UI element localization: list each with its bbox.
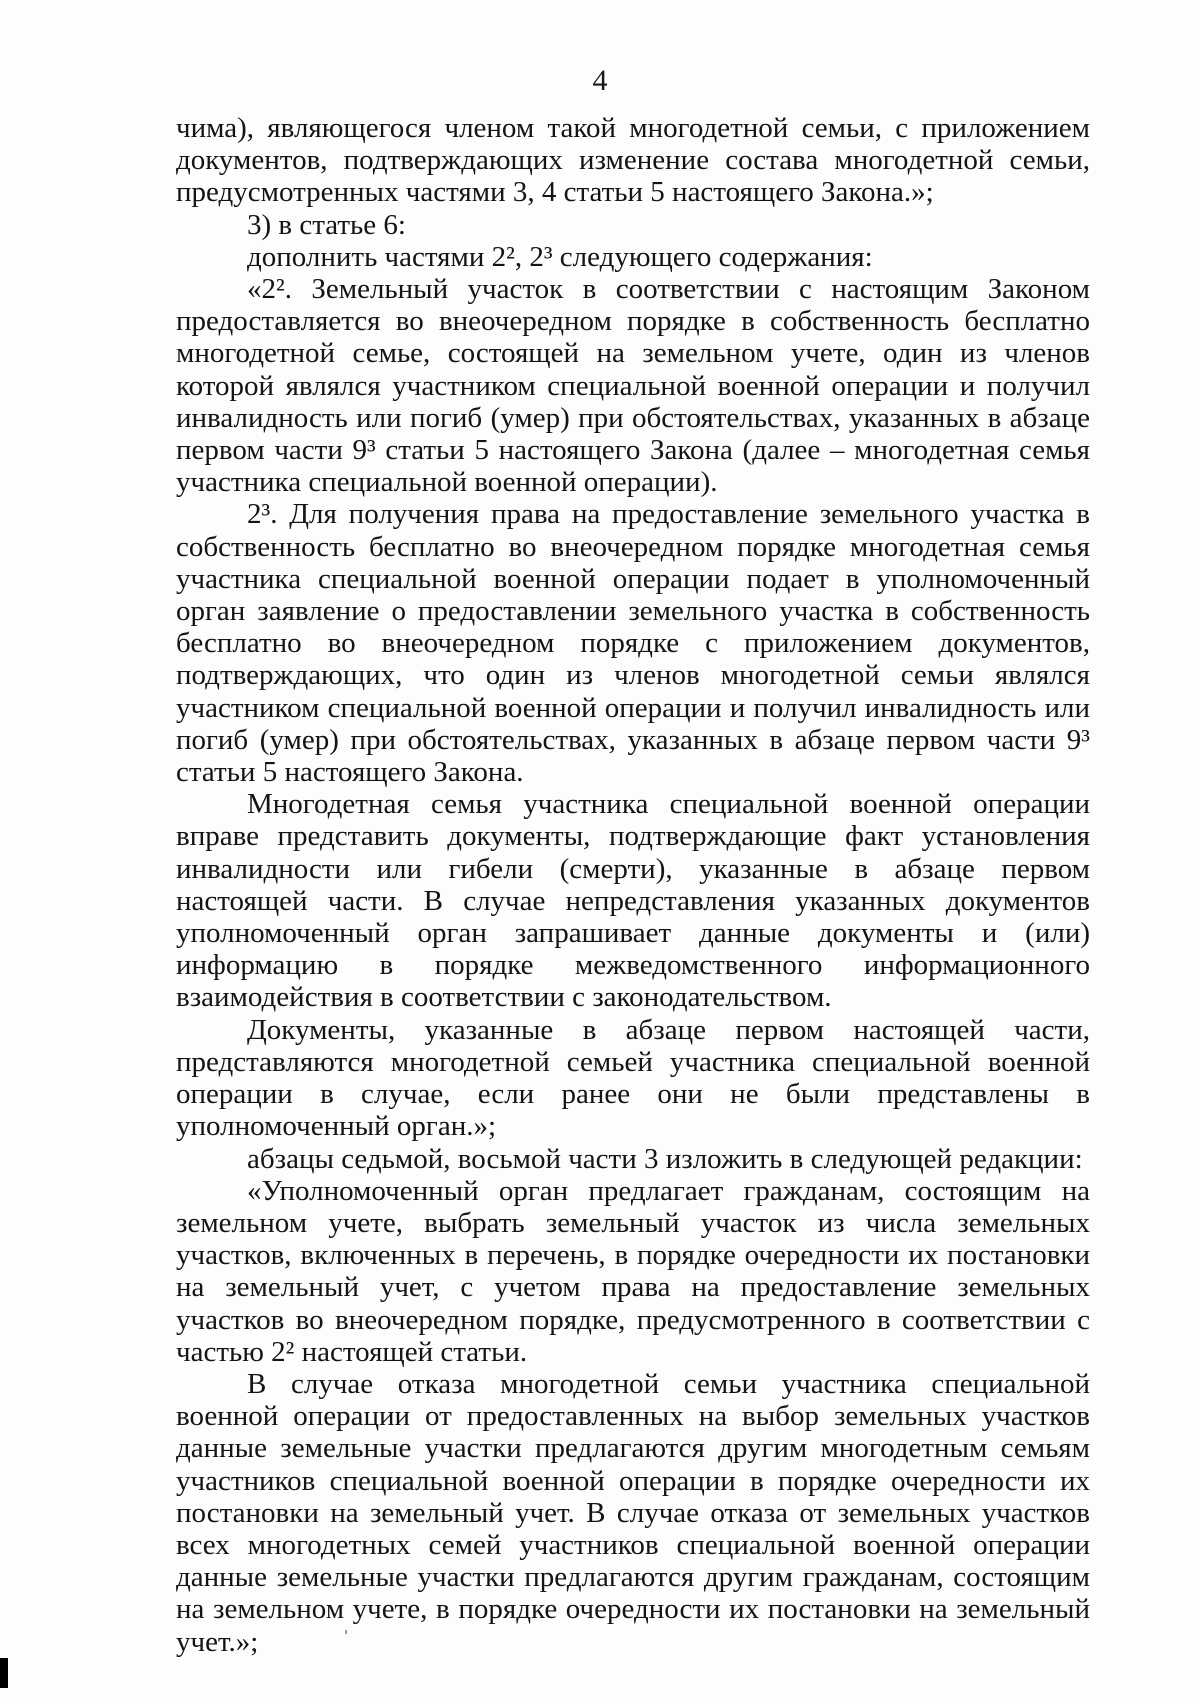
paragraph-6: Многодетная семья участника специальной военной операции вправе представить документы, подтверждающие факт установления инвалидности или гибели (смерти), указанные в абзаце первом настоящей части. В случае непредставления указанных документов уполномоченный орган запрашивает данные документы и (или) информацию в порядке межведомственного информационного взаимодействия в соответствии с законодательством. (176, 788, 1090, 1014)
paragraph-8: абзацы седьмой, восьмой части 3 изложить в следующей редакции: (247, 1142, 1083, 1175)
paragraph-10: В случае отказа многодетной семьи участника специальной военной операции от предоставленных на выбор земельных участков данные земельные участки предлагаются другим многодетным семьям участников специальной военной операции в порядке очередности их постановки на земельный учет. В случае отказа от земельных участков всех многодетных семей участников специальной военной операции данные земельные участки предлагаются другим гражданам, состоящим на земельном учете, в порядке очередности их постановки на земельный учет.»; (176, 1367, 1090, 1658)
paragraph-5: 2³. Для получения права на предоставление земельного участка в собственность бесплатно во внеочередном порядке многодетная семья участника специальной военной операции подает в уполномоченный орган заявление о предоставлении земельного участка в собственность бесплатно во внеочередном порядке с приложением документов, подтверждающих, что один из членов многодетной семьи являлся участником специальной военной операции и получил инвалидность или погиб (умер) при обстоятельствах, указанных в абзаце первом части 9³ статьи 5 настоящего Закона. (176, 498, 1090, 789)
document-body (176, 112, 1090, 1658)
page-number: 4 (592, 64, 608, 97)
paragraph-4: «2². Земельный участок в соответствии с настоящим Законом предоставляется во внеочередном порядке в собственность бесплатно многодетной семье, состоящей на земельном учете, один из членов которой являлся участником специальной военной операции и получил инвалидность или погиб (умер) при обстоятельствах, указанных в абзаце первом части 9³ статьи 5 настоящего Закона (далее – многодетная семья участника специальной военной операции). (176, 273, 1090, 499)
scan-edge-mark (0, 1658, 8, 1688)
scan-speck (345, 1630, 347, 1634)
paragraph-3: дополнить частями 2², 2³ следующего содержания: (247, 240, 873, 273)
paragraph-1: чима), являющегося членом такой многодетной семьи, с приложением документов, подтверждающих изменение состава многодетной семьи, предусмотренных частями 3, 4 статьи 5 настоящего Закона.»; (176, 112, 1090, 209)
paragraph-9: «Уполномоченный орган предлагает гражданам, состоящим на земельном учете, выбрать земельный участок из числа земельных участков, включенных в перечень, в порядке очередности их постановки на земельный учет, с учетом права на предоставление земельных участков во внеочередном порядке, предусмотренного в соответствии с частью 2² настоящей статьи. (176, 1174, 1090, 1368)
paragraph-7: Документы, указанные в абзаце первом настоящей части, представляются многодетной семьей участника специальной военной операции в случае, если ранее они не были представлены в уполномоченный орган.»; (176, 1013, 1090, 1143)
paragraph-2: 3) в статье 6: (247, 208, 406, 241)
